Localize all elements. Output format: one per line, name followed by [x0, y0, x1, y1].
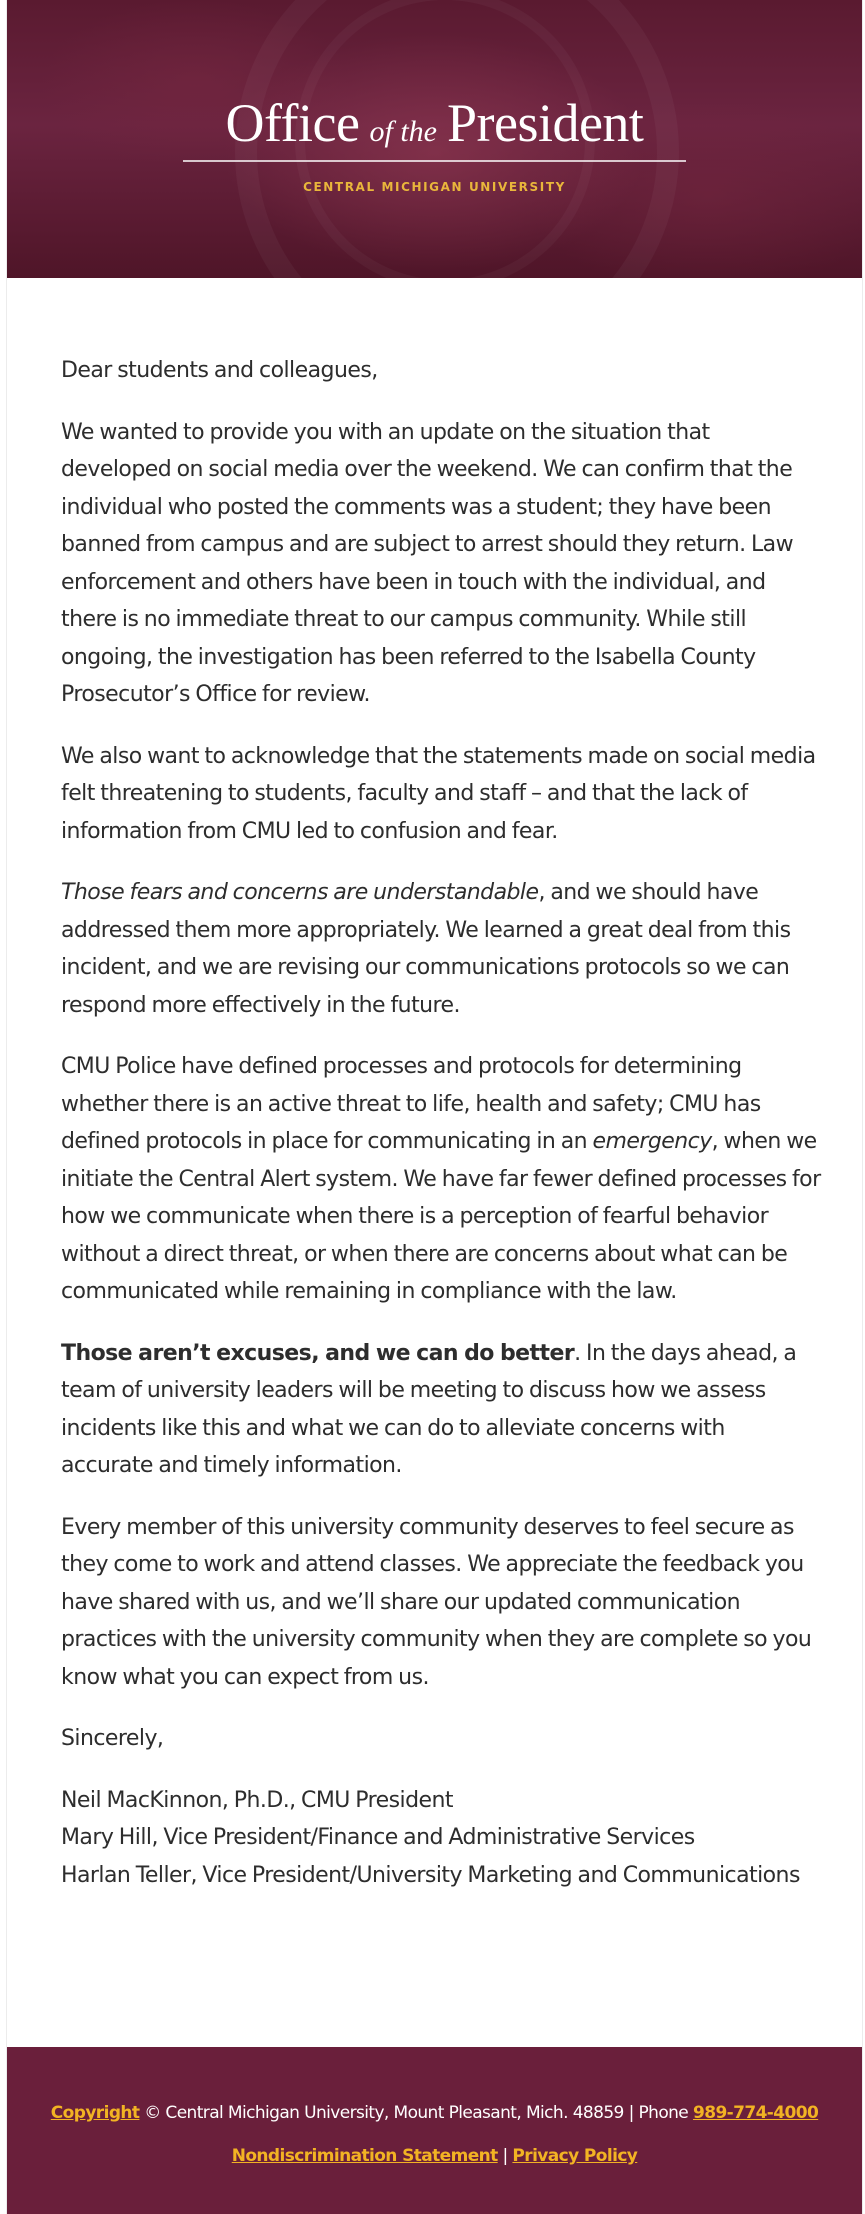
logo-word-of: of [369, 115, 393, 148]
paragraph-update: We wanted to provide you with an update on the situation that developed on social media over the weekend. We can confirm that the individual who posted the comments was a student; they have been banned from campus and are subject to arrest should they return. Law enforcement and others have been in touch with the individual, and there is no immediate threat to our campus community. While still ongoing, the investigation has been referred to the Isabella County Prosecutor’s Office for review. [61, 419, 794, 707]
footer-separator: | [497, 2146, 513, 2166]
logo-word-president: President [446, 93, 644, 153]
signature-block [61, 1782, 821, 1895]
emergency-emphasis: emergency [592, 1129, 712, 1154]
signatory: Neil MacKinnon, Ph.D., CMU President [61, 1787, 453, 1813]
office-of-the-president-logo [7, 92, 862, 154]
header-banner [7, 0, 862, 278]
logo-underline [183, 160, 686, 162]
logo-word-of-the [369, 115, 437, 148]
email-frame [6, 0, 863, 2214]
fears-emphasis: Those fears and concerns are understandable [61, 880, 539, 905]
copyright-link[interactable]: Copyright [50, 2103, 140, 2123]
letter-greeting: Dear students and colleagues, [61, 358, 378, 383]
paragraph-acknowledge: We also want to acknowledge that the statements made on social media felt threatening to students, faculty and staff – and that the lack of information from CMU led to confusion and fear. [61, 743, 816, 844]
logo-word-the: the [400, 115, 437, 148]
nondiscrimination-link[interactable]: Nondiscrimination Statement [231, 2146, 498, 2166]
footer-copyright-line [7, 2103, 862, 2123]
letter-body [61, 352, 821, 1918]
footer [7, 2047, 862, 2214]
protocols-text-1: CMU Police have defined processes and protocols for determining whether there is an active threat to life, health and safety; CMU has defined protocols in place for communicating in an [61, 1054, 761, 1154]
phone-link[interactable]: 989-774-4000 [692, 2103, 819, 2123]
university-name: CENTRAL MICHIGAN UNIVERSITY [303, 180, 566, 194]
privacy-policy-link[interactable]: Privacy Policy [512, 2146, 638, 2166]
footer-address: © Central Michigan University, Mount Pleasant, Mich. 48859 | Phone [139, 2103, 693, 2123]
logo-word-office: Office [225, 93, 360, 153]
paragraph-community: Every member of this university community deserves to feel secure as they come to work and attend classes. We appreciate the feedback you have shared with us, and we’ll share our updated communication practices with the university community when they are complete so you know what you can expect from us. [61, 1514, 812, 1690]
do-better-text: . In the days ahead, a team of university leaders will be meeting to discuss how we assess incidents like this and what we can do to alleviate concerns with accurate and timely information. [61, 1340, 797, 1478]
protocols-text-2: , when we initiate the Central Alert system. We have far fewer defined processes for how we communicate when there is a perception of fearful behavior without a direct threat, or when there are concerns about what can be communicated while remaining in compliance with the law. [61, 1129, 821, 1304]
paragraph-fears [61, 874, 821, 1024]
paragraph-do-better [61, 1335, 821, 1485]
footer-links-line [7, 2146, 862, 2166]
letter-closing: Sincerely, [61, 1726, 164, 1751]
signatory: Harlan Teller, Vice President/University Marketing and Communications [61, 1862, 800, 1888]
signatory: Mary Hill, Vice President/Finance and Administrative Services [61, 1825, 695, 1850]
paragraph-protocols [61, 1048, 821, 1311]
do-better-bold: Those aren’t excuses, and we can do better [61, 1340, 575, 1366]
fears-text: , and we should have addressed them more appropriately. We learned a great deal from this incident, and we are revising our communications protocols so we can respond more effectively in the future. [61, 880, 791, 1018]
